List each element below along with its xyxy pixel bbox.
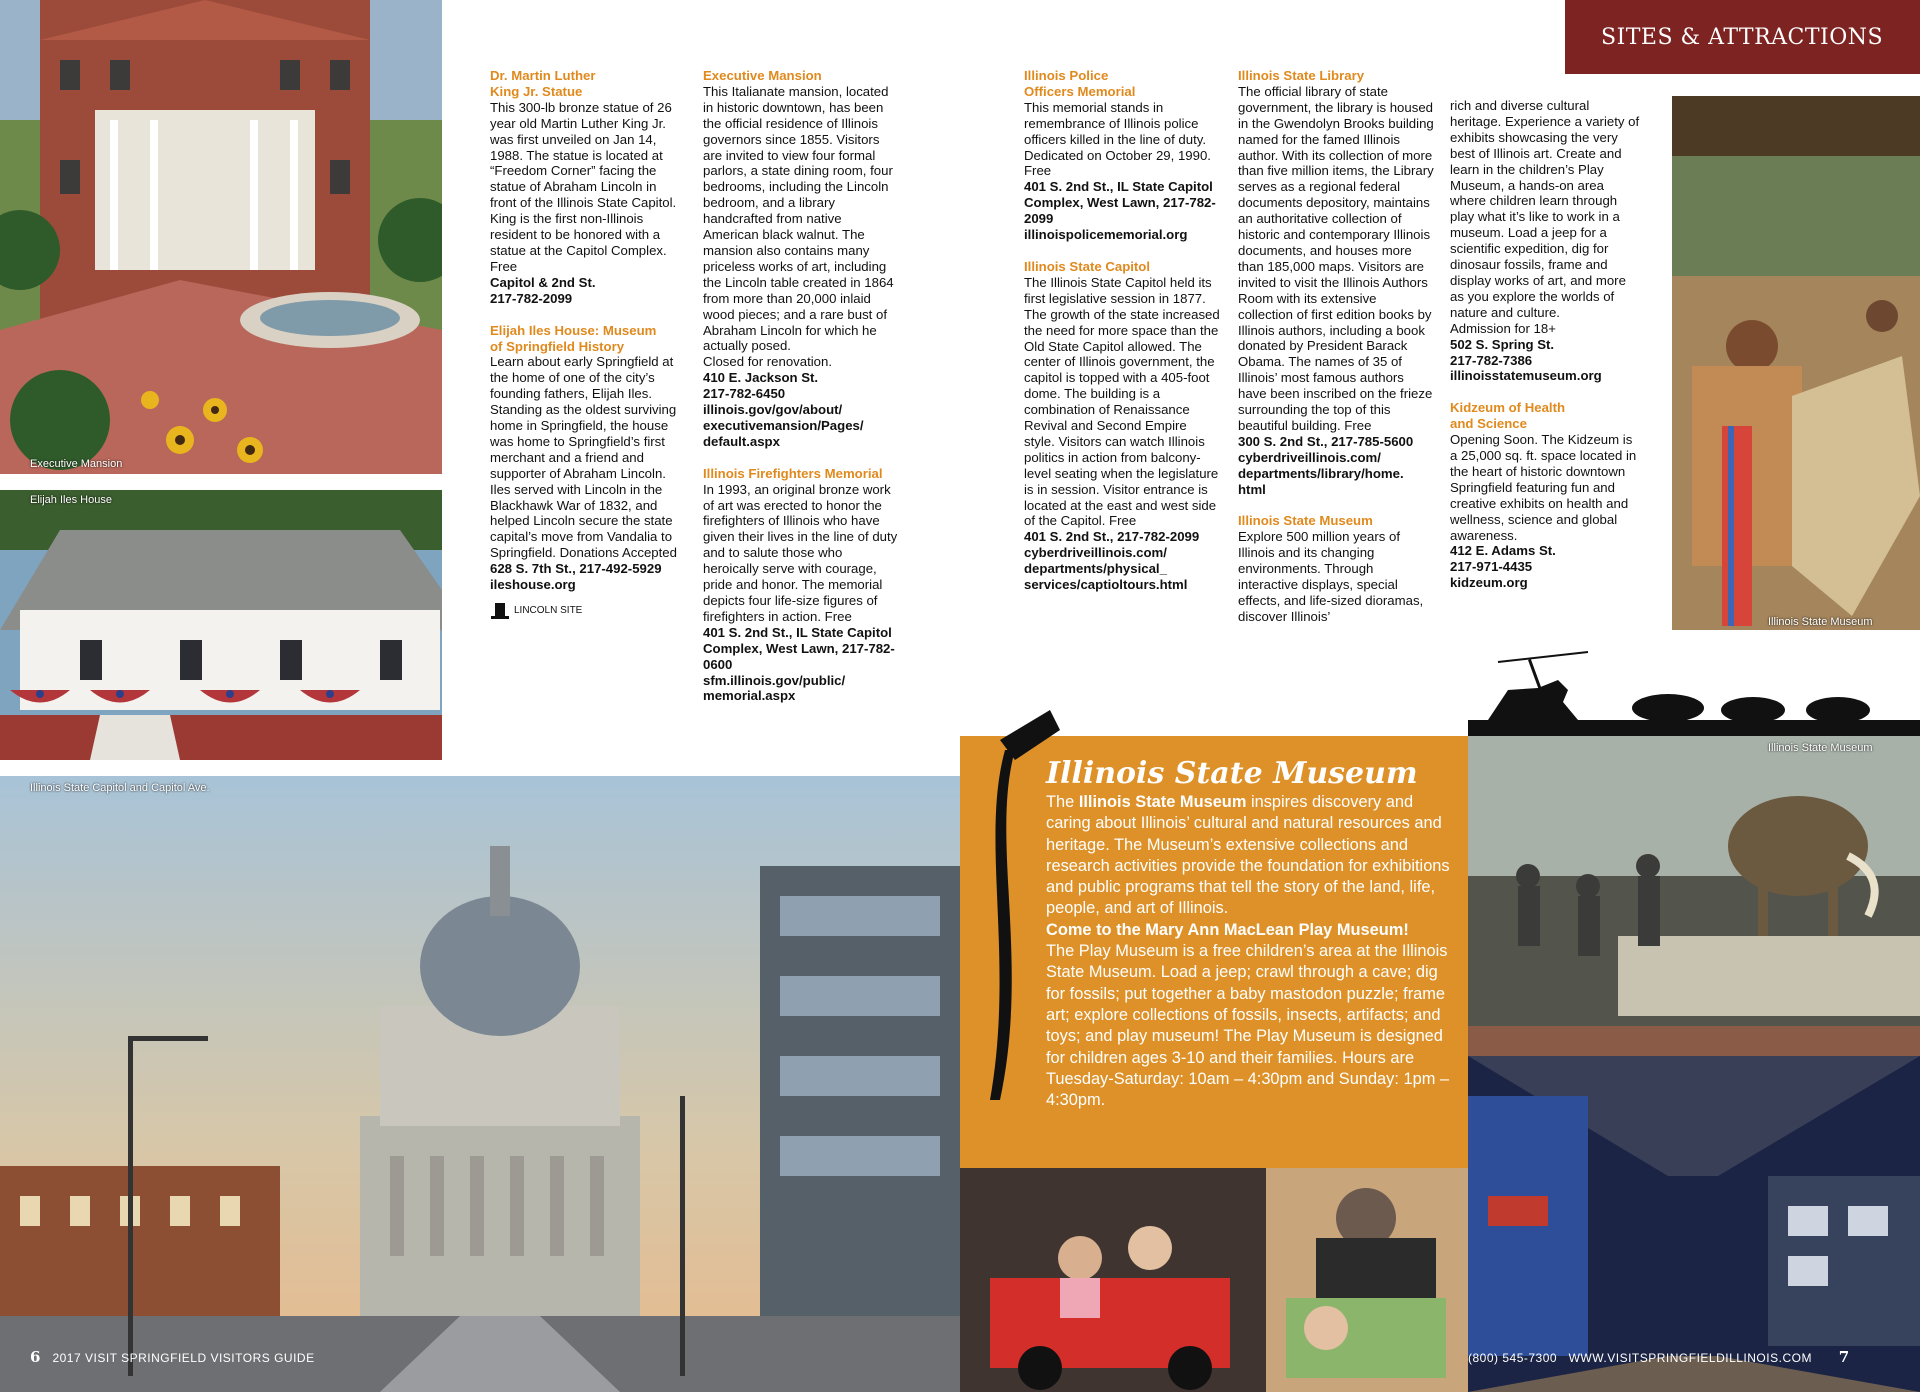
- silhouette-strip: [1468, 640, 1920, 736]
- column-1: [490, 68, 682, 621]
- feature-p2-heading: Come to the Mary Ann MacLean Play Museum!: [1046, 920, 1409, 939]
- pol-title-1: Illinois Police: [1024, 68, 1109, 83]
- entry-kidzeum: [1450, 400, 1642, 591]
- capitol-photo: [0, 776, 960, 1392]
- ism-mastodon-photo: [1468, 736, 1920, 1056]
- ff-website[interactable]: sfm.illinois.gov/public/ memorial.aspx: [703, 672, 846, 704]
- entry-mlk-statue: [490, 68, 682, 307]
- elijah-iles-house-photo: [0, 490, 442, 760]
- entry-state-library: [1238, 68, 1434, 497]
- pol-title-2: Officers Memorial: [1024, 83, 1136, 99]
- mlk-title-2: King Jr. Statue: [490, 83, 583, 99]
- entry-firefighters-memorial: [703, 466, 899, 705]
- em-note: Closed for renovation.: [703, 354, 833, 370]
- page-number-left: 6: [30, 1348, 41, 1366]
- ism-title: Illinois State Museum: [1238, 513, 1373, 529]
- column-3: [1024, 68, 1220, 609]
- top-hat-icon: [490, 601, 510, 621]
- ism-body: Explore 500 million years of Illinois and its changing environments. Through interactive displays, special effects, and life-sized dioramas, discover Illinois’: [1238, 529, 1424, 624]
- pol-address: 401 S. 2nd St., IL State Capitol Complex, West Lawn, 217-782-2099: [1024, 179, 1216, 227]
- ism-native-american-photo: [1672, 96, 1920, 630]
- column-4: [1238, 68, 1434, 641]
- entry-state-museum-cont: [1450, 98, 1642, 384]
- caption-elijah-iles-house: Elijah Iles House: [30, 494, 112, 506]
- feature-p2-body: The Play Museum is a free children’s area at the Illinois State Museum. Load a jeep; crawl through a cave; dig for fossils; put together a baby mastodon puzzle; frame art; explore collections of fossils, insects, artifacts; and toys; and play museum! The Play Museum is designed for children ages 3-10 and their families. Hours are Tuesday-Saturday: 10am – 4:30pm and Sunday: 1pm – 4:30pm.: [1046, 942, 1450, 1110]
- feature-body: [1046, 792, 1456, 1111]
- feature-p1-bold: Illinois State Museum: [1078, 793, 1247, 811]
- footer-website[interactable]: WWW.VISITSPRINGFIELDILLINOIS.COM: [1568, 1351, 1812, 1365]
- feature-p1-pre: The: [1046, 793, 1079, 811]
- lincoln-site-label: LINCOLN SITE: [514, 605, 583, 617]
- cap-address: 401 S. 2nd St., 217-782-2099: [1024, 529, 1200, 545]
- play-museum-dig-photo: [1266, 1168, 1468, 1392]
- footer-guide-title: 2017 VISIT SPRINGFIELD VISITORS GUIDE: [52, 1351, 315, 1365]
- ism-cont: rich and diverse cultural heritage. Experience a variety of exhibits showcasing the very best of Illinois art. Create and learn in the children’s Play Museum, a hands-on area where children learn through play what it’s like to work in a museum. Load a jeep for a scientific expedition, dig for dinosaur fossils, frame and display works of art, and more as you explore the worlds of nature and culture.: [1450, 98, 1640, 320]
- em-body: This Italianate mansion, located in historic downtown, has been the official residence of Illinois governors since 1855. Visitors are invited to view four formal parlors, a state dining room, four bedrooms, including the Lincoln bedroom, and a library handcrafted from native American black walnut. The mansion also contains many priceless works of art, including the Lincoln table created in 1864 from more than 20,000 inlaid wood pieces; and a rare bust of Abraham Lincoln for which he actually posed.: [703, 83, 894, 354]
- ff-title: Illinois Firefighters Memorial: [703, 465, 883, 481]
- feature-p1-rest: inspires discovery and caring about Illinois’ cultural and natural resources and heritage. The Museum’s extensive collections and research activities provide the foundation for exhibitions and public programs that tell the story of the land, life, people, and art of Illinois.: [1046, 793, 1450, 918]
- em-website[interactable]: illinois.gov/gov/about/ executivemansion/Pages/ default.aspx: [703, 402, 864, 449]
- kid-title-2: and Science: [1450, 416, 1527, 432]
- ff-address: 401 S. 2nd St., IL State Capitol Complex, West Lawn, 217-782-0600: [703, 624, 895, 672]
- entry-state-museum: [1238, 513, 1434, 624]
- em-address: 410 E. Jackson St.: [703, 370, 819, 386]
- footer-right: [1468, 1348, 1850, 1366]
- ism-website[interactable]: illinoisstatemuseum.org: [1450, 368, 1602, 384]
- lamp-silhouette: [960, 700, 1070, 1100]
- lib-address: 300 S. 2nd St., 217-785-5600: [1238, 433, 1414, 449]
- entry-police-memorial: [1024, 68, 1220, 243]
- caption-ism-top: Illinois State Museum: [1768, 742, 1873, 754]
- iles-title-1: Elijah Iles House: Museum: [490, 322, 657, 338]
- kid-website[interactable]: kidzeum.org: [1450, 575, 1528, 591]
- column-5: [1450, 98, 1642, 607]
- cap-body: The Illinois State Capitol held its first legislative session in 1877. The growth of the state increased the need for more space than the Old State Capitol allowed. The center of Illinois government, the capitol is topped with a 405-foot dome. The building is a combination of Renaissance Revival and Second Empire style. Visitors can watch Illinois politics in action from balcony-level seating when the legislature is in session. Visitor entrance is located at the east and west side of the Capitol. Free: [1024, 274, 1220, 529]
- mlk-title-1: Dr. Martin Luther: [490, 68, 596, 83]
- caption-ism-bottom-right: Illinois State Museum: [1768, 616, 1873, 628]
- lincoln-site-badge: [490, 601, 682, 621]
- em-title: Executive Mansion: [703, 68, 822, 83]
- play-museum-jeep-photo: [960, 1168, 1266, 1392]
- pol-body: This memorial stands in remembrance of Illinois police officers killed in the line of duty. Dedicated on October 29, 1990. Free: [1024, 99, 1211, 179]
- entry-executive-mansion: [703, 68, 899, 450]
- kid-phone: 217-971-4435: [1450, 559, 1533, 575]
- ism-phone: 217-782-7386: [1450, 352, 1533, 368]
- ism-exhibit-hall-photo: [1468, 1056, 1920, 1392]
- iles-address: 628 S. 7th St., 217-492-5929: [490, 561, 662, 577]
- executive-mansion-photo: [0, 0, 442, 474]
- ism-admission: Admission for 18+: [1450, 320, 1556, 336]
- iles-title-2: of Springfield History: [490, 338, 625, 354]
- entry-state-capitol: [1024, 259, 1220, 593]
- lib-title: Illinois State Library: [1238, 68, 1365, 83]
- caption-capitol: Illinois State Capitol and Capitol Ave.: [30, 782, 210, 794]
- mlk-phone: 217-782-2099: [490, 290, 573, 306]
- kid-body: Opening Soon. The Kidzeum is a 25,000 sq. ft. space located in the heart of historic downtown Springfield featuring fun and creative exhibits on health and wellness, science and global awareness.: [1450, 432, 1637, 543]
- cap-title: Illinois State Capitol: [1024, 258, 1151, 274]
- entry-iles-house: [490, 323, 682, 593]
- footer-left: [30, 1348, 315, 1366]
- cap-website[interactable]: cyberdriveillinois.com/ departments/physical_ services/captioltours.html: [1024, 545, 1188, 593]
- lib-body: The official library of state government, the library is housed in the Gwendolyn Brooks building named for the famed Illinois author. With its collection of more than five million items, the Library serves as a regional federal documents depository, maintains an authoritative collection of historic and contemporary Illinois documents, and houses more than 185,000 maps. Visitors are invited to visit the Illinois Authors Room with its extensive collection of first edition books by Illinois authors, including a book donated by President Barack Obama. The names of 35 of Illinois’ most famous authors have been inscribed on the frieze surrounding the top of this beautiful building. Free: [1238, 83, 1434, 433]
- lib-website[interactable]: cyberdriveillinois.com/ departments/library/home. html: [1238, 449, 1404, 497]
- pol-website[interactable]: illinoispolicememorial.org: [1024, 227, 1188, 243]
- kid-address: 412 E. Adams St.: [1450, 543, 1556, 559]
- feature-title: Illinois State Museum: [1046, 756, 1418, 791]
- ism-address: 502 S. Spring St.: [1450, 336, 1555, 352]
- footer-phone: (800) 545-7300: [1468, 1351, 1558, 1365]
- kid-title-1: Kidzeum of Health: [1450, 400, 1566, 416]
- page-number-right: 7: [1838, 1348, 1850, 1366]
- mlk-body: This 300-lb bronze statue of 26 year old Martin Luther King Jr. was first unveiled on Jan 14, 1988. The statue is located at “Freedom Corner” facing the statue of Abraham Lincoln in front of the Illinois State Capitol. King is the first non-Illinois resident to be honored with a statue at the Capitol Complex. Free: [490, 99, 677, 274]
- column-2: [703, 68, 899, 720]
- section-title: SITES & ATTRACTIONS: [1601, 25, 1884, 50]
- iles-body: Learn about early Springfield at the home of one of the city’s founding fathers, Elijah Iles. Standing as the oldest surviving home in Springfield, the house was home to Springfield’s first merchant and a friend and supporter of Abraham Lincoln. Iles served with Lincoln in the Blackhawk War of 1832, and helped Lincoln secure the state capital’s move from Vandalia to Springfield. Donations Accepted: [490, 354, 677, 561]
- em-phone: 217-782-6450: [703, 386, 786, 402]
- iles-website[interactable]: ileshouse.org: [490, 577, 576, 593]
- section-banner: [1565, 0, 1920, 74]
- feature-paragraph-1: [1046, 792, 1456, 920]
- ff-body: In 1993, an original bronze work of art was erected to honor the firefighters of Illinois who have given their lives in the line of duty and to salute those who heroically serve with courage, pride and honor. The memorial depicts four life-size figures of firefighters in action. Free: [703, 481, 898, 624]
- mlk-address: Capitol & 2nd St.: [490, 274, 596, 290]
- caption-executive-mansion: Executive Mansion: [30, 458, 123, 470]
